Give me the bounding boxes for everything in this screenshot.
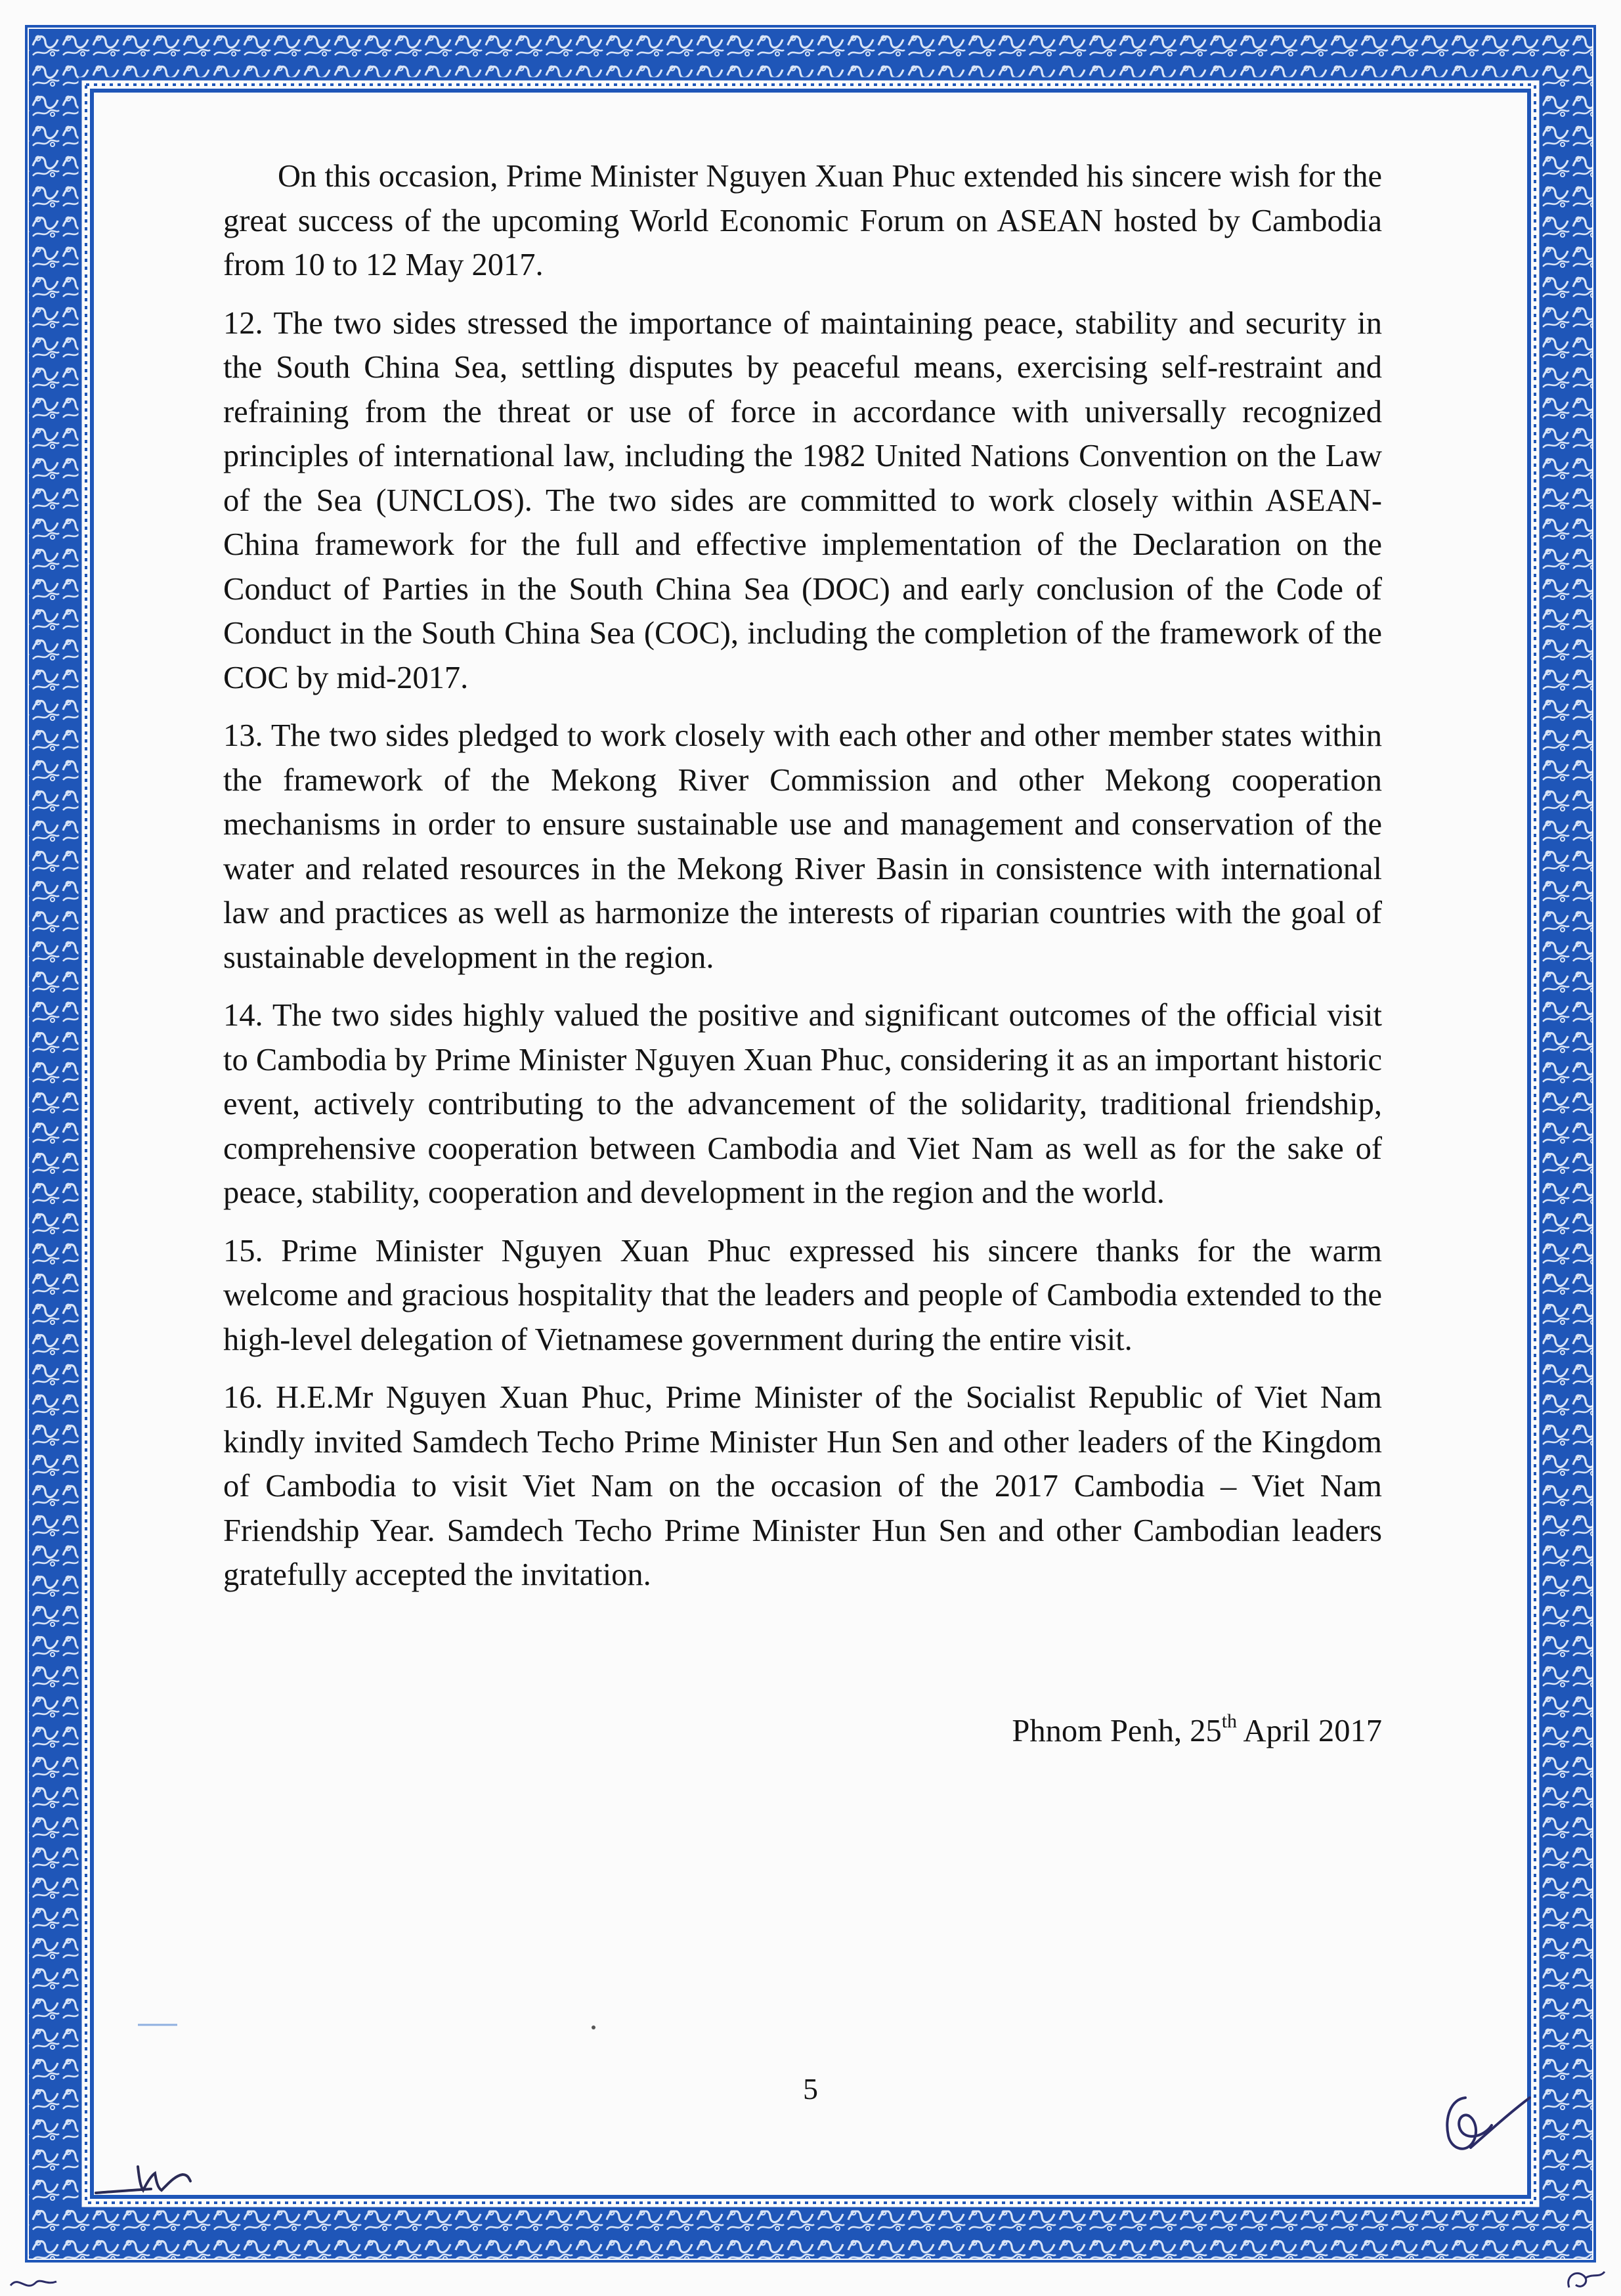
paragraph-opening: On this occasion, Prime Minister Nguyen Xuan Phuc extended his sincere wish for the great success of the upcoming World Economic Forum on ASEAN hosted by Cambodia from 10 to 12 May 2017. [223, 159, 1382, 282]
paragraph-15: 15. Prime Minister Nguyen Xuan Phuc expressed his sincere thanks for the warm welcome and gracious hospitality that the leaders and people of Cambodia extended to the high-level delegation of Vietnamese government during the entire visit. [223, 1233, 1382, 1357]
document-body [223, 154, 1382, 1611]
corner-initial-bottom-left [7, 2268, 66, 2296]
handwritten-initials-right [1431, 2085, 1543, 2170]
paragraph-13: 13. The two sides pledged to work closely with each other and other member states within the framework of the Mekong River Commission and other Mekong cooperation mechanisms in order to ensure sustainable use and management and conservation of the water and related resources in the Mekong River Basin in consistence with international law and practices as well as harmonize the interests of riparian countries with the goal of sustainable development in the region. [223, 718, 1382, 975]
scan-mark [131, 2016, 604, 2035]
paragraph-16: 16. H.E.Mr Nguyen Xuan Phuc, Prime Minister of the Socialist Republic of Viet Nam kindly invited Samdech Techo Prime Minister Hun Sen and other leaders of the Kingdom of Cambodia to visit Viet Nam on the occasion of the 2017 Cambodia – Viet Nam Friendship Year. Samdech Techo Prime Minister Hun Sen and other Cambodian leaders gratefully accepted the invitation. [223, 1380, 1382, 1592]
paragraph-12: 12. The two sides stressed the importance of maintaining peace, stability and security in the South China Sea, settling disputes by peaceful means, exercising self-restraint and refraining from the threat or use of force in accordance with universally recognized principles of international law, including the 1982 United Nations Convention on the Law of the Sea (UNCLOS). The two sides are committed to work closely within ASEAN-China framework for the full and effective implementation of the Declaration on the Conduct of Parties in the South China Sea (DOC) and early conclusion of the Code of Conduct in the South China Sea (COC), including the completion of the framework of the COC by mid-2017. [223, 305, 1382, 695]
place-and-date [1012, 1709, 1382, 1753]
place-date-prefix: Phnom Penh, 25 [1012, 1714, 1222, 1748]
place-date-rest: April 2017 [1237, 1714, 1382, 1748]
paragraph-14: 14. The two sides highly valued the positive and significant outcomes of the official visit to Cambodia by Prime Minister Nguyen Xuan Phuc, considering it as an important historic event, actively contributing to the advancement of the solidarity, traditional friendship, comprehensive cooperation between Cambodia and Viet Nam as well as for the sake of peace, stability, cooperation and development in the region and the world. [223, 998, 1382, 1210]
handwritten-initials-left [92, 2152, 223, 2205]
page-number: 5 [803, 2072, 818, 2106]
date-ordinal-suffix: th [1221, 1710, 1238, 1732]
corner-initial-bottom-right [1556, 2259, 1615, 2295]
